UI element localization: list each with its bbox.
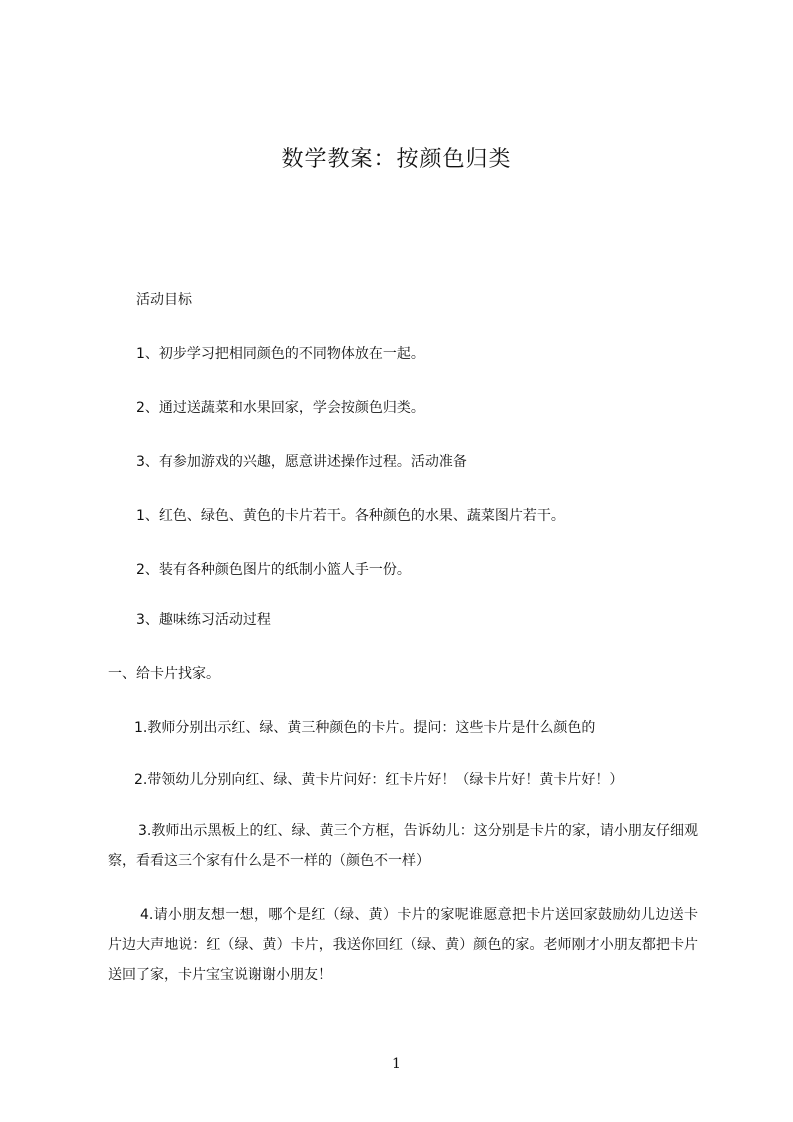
document-title: 数学教案：按颜色归类 xyxy=(281,147,512,172)
paragraph-step-1: 1.教师分别出示红、绿、黄三种颜色的卡片。提问：这些卡片是什么颜色的 xyxy=(134,720,596,736)
paragraph-step-3: 3.教师出示黑板上的红、绿、黄三个方框，告诉幼儿：这分别是卡片的家，请小朋友仔细观察，看看这三个家有什么是不一样的（颜色不一样） xyxy=(108,823,698,869)
paragraph-step-4: 4.请小朋友想一想，哪个是红（绿、黄）卡片的家呢谁愿意把卡片送回家鼓励幼儿边送卡片边大声地说：红（绿、黄）卡片，我送你回红（绿、黄）颜色的家。老师刚才小朋友都把卡片送回了家，卡片宝宝说谢谢小朋友！ xyxy=(108,907,698,983)
paragraph-goal-3: 3、有参加游戏的兴趣，愿意讲述操作过程。活动准备 xyxy=(136,454,467,470)
paragraph-prep-2: 2、装有各种颜色图片的纸制小篮人手一份。 xyxy=(136,562,411,578)
page-number: 1 xyxy=(392,1056,401,1072)
paragraph-goal-1: 1、初步学习把相同颜色的不同物体放在一起。 xyxy=(136,346,425,362)
paragraph-step-2: 2.带领幼儿分别向红、绿、黄卡片问好：红卡片好！（绿卡片好！黄卡片好！） xyxy=(134,772,624,788)
paragraph-prep-3: 3、趣味练习活动过程 xyxy=(136,612,271,628)
paragraph-goal-2: 2、通过送蔬菜和水果回家，学会按颜色归类。 xyxy=(136,400,425,416)
paragraph-prep-1: 1、红色、绿色、黄色的卡片若干。各种颜色的水果、蔬菜图片若干。 xyxy=(136,508,565,524)
paragraph-section-1: 一、给卡片找家。 xyxy=(108,666,220,682)
paragraph-activity-goals: 活动目标 xyxy=(136,292,192,308)
